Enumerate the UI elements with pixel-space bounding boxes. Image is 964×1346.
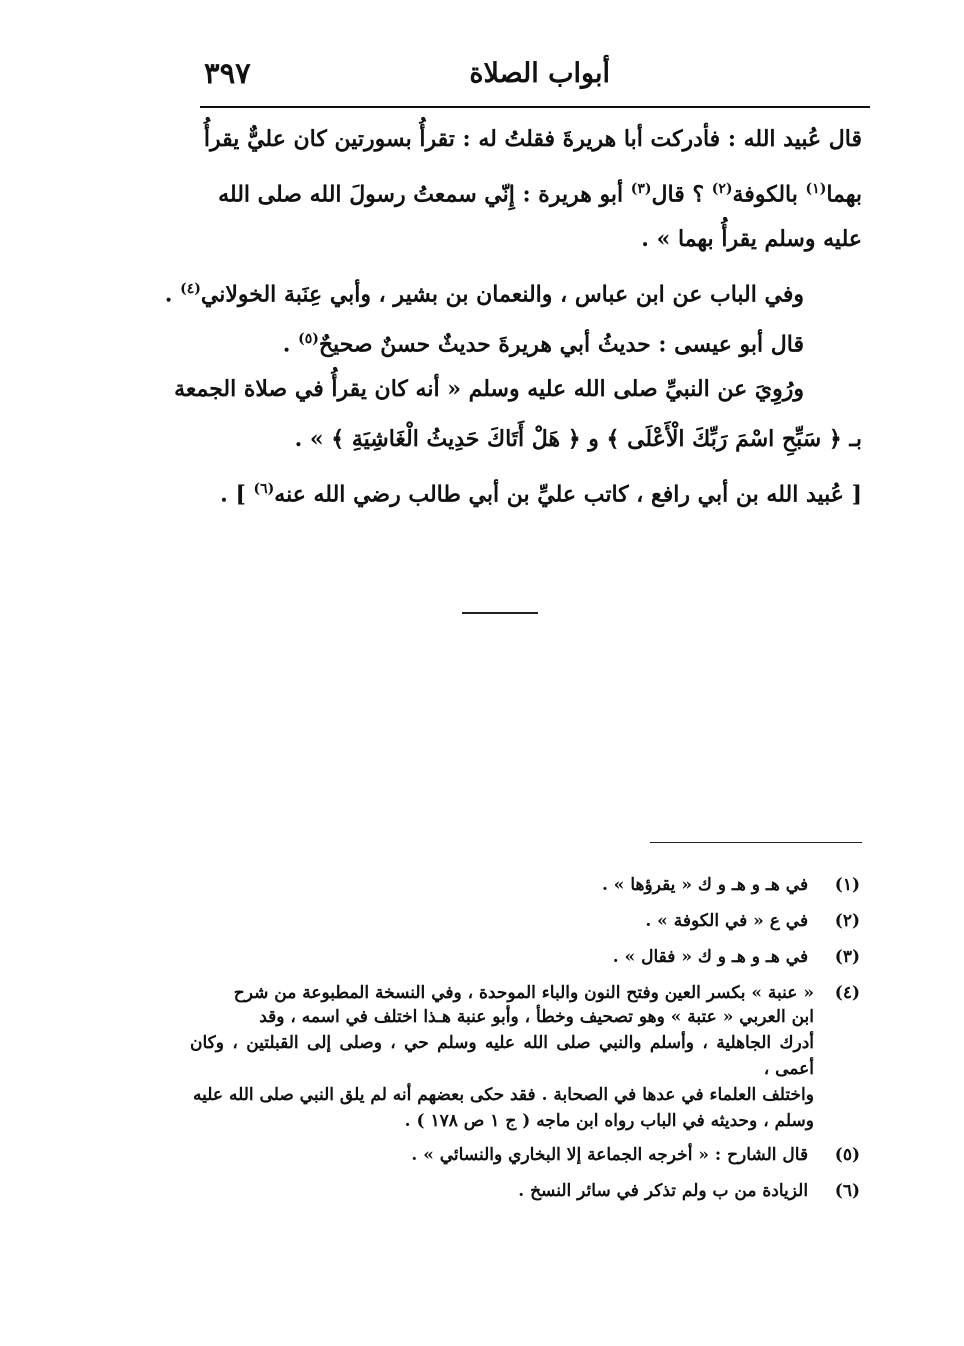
footnote-text: في ع « في الكوفة » .: [645, 911, 809, 931]
section-divider: [462, 612, 538, 614]
text-segment: بالكوفة: [732, 181, 806, 208]
page-number: ٣٩٧: [204, 56, 251, 90]
text-line: [190, 226, 862, 252]
footnotes: [190, 874, 860, 1216]
footnote-text: الزيادة من ب ولم تذكر في سائر النسخ .: [518, 1181, 809, 1201]
text-line: [190, 426, 862, 452]
text-segment: أبو هريرة : إِنّي سمعتُ رسولَ الله صلى الله: [218, 181, 631, 208]
header-rule: [200, 106, 870, 108]
text-line-content: عليه وسلم يقرأُ بهما » .: [641, 226, 862, 252]
text-line: [190, 176, 862, 208]
footnote: [190, 910, 860, 932]
footnote: [190, 946, 860, 968]
text-line: [190, 326, 862, 358]
text-line: [190, 476, 862, 508]
footnote-text: قال الشارح : « أخرجه الجماعة إلا البخاري والنسائي » .: [411, 1145, 809, 1165]
text-segment: ؟ قال: [651, 181, 712, 208]
text-line: [174, 376, 862, 402]
text-line: [190, 126, 862, 152]
footnote-ref: (٤): [180, 281, 201, 297]
running-title: أبواب الصلاة: [469, 58, 610, 89]
page-header: [200, 52, 870, 102]
footnote-number: (٤): [834, 983, 860, 1003]
text-line-content: ورُوِيَ عن النبيِّ صلى الله عليه وسلم « أنه كان يقرأُ في صلاة الجمعة: [174, 376, 804, 402]
text-segment: .: [282, 331, 299, 358]
text-segment: بهما: [826, 181, 862, 208]
text-segment: .: [164, 281, 181, 308]
footnote-ref: (١): [805, 181, 827, 197]
text-segment: [ عُبيد الله بن أبي رافع ، كاتب عليِّ بن أبي طالب رضي الله عنه: [274, 481, 862, 508]
footnote-ref: (٥): [298, 331, 319, 347]
footnote: [190, 1144, 860, 1166]
footnote-text: « عنبة » بكسر العين وفتح النون والباء الموحدة ، وفي النسخة المطبوعة من شرح: [233, 983, 814, 1003]
footnote-text: في هـ و هـ و ك « فقال » .: [612, 947, 809, 967]
footnote: [190, 1180, 860, 1202]
footnote-divider: [650, 842, 862, 843]
footnote-text: أدرك الجاهلية ، وأسلم والنبي صلى الله عليه وسلم حي ، وصلى إلى القبلتين ، وكان أعمى ،: [190, 1033, 814, 1079]
footnote-ref: (٢): [711, 181, 733, 197]
text-line-content: قال عُبيد الله : فأدركت أبا هريرةَ فقلتُ له : تقرأُ بسورتين كان عليٌّ يقرأُ: [203, 126, 862, 152]
footnote-ref: (٦): [253, 481, 275, 497]
footnote-text: في هـ و هـ و ك « يقرؤها » .: [601, 875, 809, 895]
footnote-number: (٣): [834, 947, 860, 967]
footnote-number: (٦): [834, 1181, 860, 1201]
text-line: [164, 276, 862, 308]
footnote-number: (٢): [834, 911, 860, 931]
footnote-number: (١): [834, 875, 860, 895]
text-segment: وفي الباب عن ابن عباس ، والنعمان بن بشير ، وأبي عِنَبة الخولاني: [200, 281, 804, 308]
footnote-number: (٥): [834, 1145, 860, 1165]
footnote: [190, 874, 860, 896]
text-segment: ] .: [220, 481, 254, 508]
footnote-text: ابن العربي « عتبة » وهو تصحيف وخطأ ، وأبو عنبة هـذا اختلف في اسمه ، وقد: [259, 1007, 814, 1027]
footnote-text: واختلف العلماء في عدها في الصحابة . فقد حكى بعضهم أنه لم يلق النبي صلى الله عليه: [193, 1085, 814, 1105]
text-line-content: بـ ﴿ سَبِّحِ اسْمَ رَبِّكَ الْأَعْلَى ﴾ و ﴿ هَلْ أَتَاكَ حَدِيثُ الْغَاشِيَةِ ﴾ » .: [294, 426, 862, 452]
main-text: [164, 126, 862, 526]
footnote-ref: (٣): [630, 181, 652, 197]
footnote-text: وسلم ، وحديثه في الباب رواه ابن ماجه ( ج ١ ص ١٧٨ ) .: [404, 1111, 814, 1131]
text-segment: قال أبو عيسى : حديثُ أبي هريرةَ حديثٌ حسنٌ صحيحٌ: [318, 331, 804, 358]
footnote: [190, 982, 860, 1134]
